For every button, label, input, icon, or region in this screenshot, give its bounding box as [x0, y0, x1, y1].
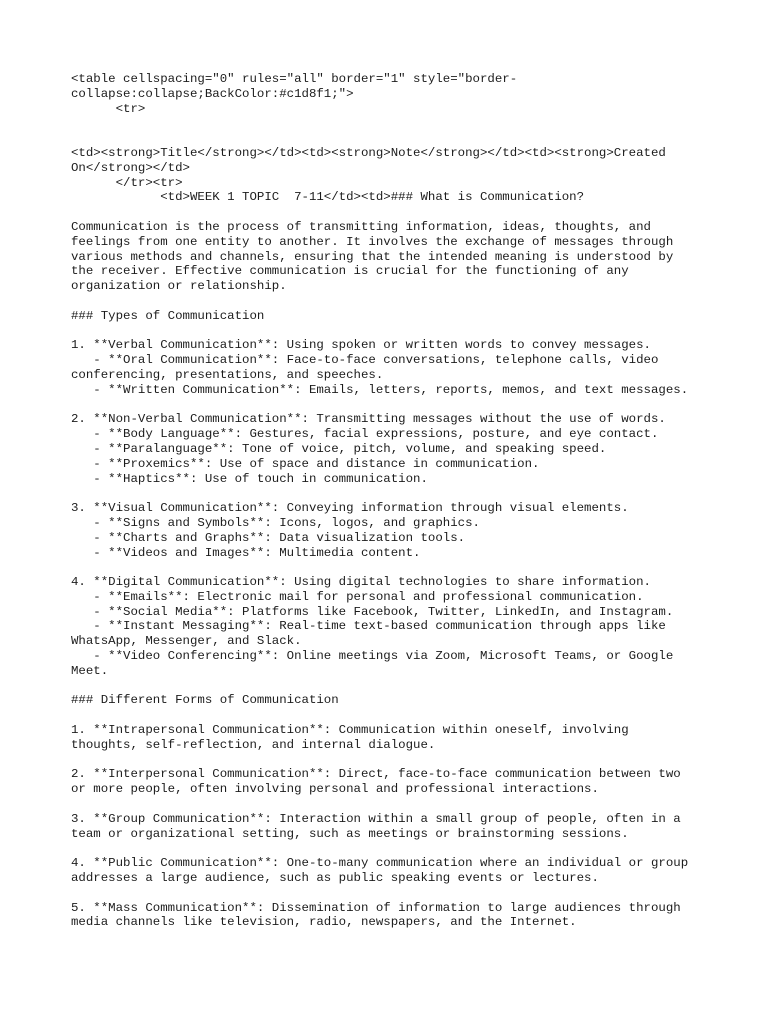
text-line: ### Different Forms of Communication [71, 693, 339, 708]
text-line: the receiver. Effective communication is crucial for the functioning of any [71, 264, 629, 279]
document-text-body [71, 72, 711, 930]
blank-line [71, 560, 711, 575]
text-line: - **Body Language**: Gestures, facial expressions, posture, and eye contact. [71, 427, 659, 442]
text-line: various methods and channels, ensuring that the intended meaning is understood by [71, 249, 674, 264]
text-line: 1. **Verbal Communication**: Using spoken or written words to convey messages. [71, 338, 651, 353]
blank-line [71, 294, 711, 309]
text-line: conferencing, presentations, and speeches. [71, 367, 384, 382]
text-line: addresses a large audience, such as public speaking events or lectures. [71, 871, 599, 886]
text-line: 3. **Group Communication**: Interaction within a small group of people, often in a [71, 811, 681, 826]
text-line: thoughts, self-reflection, and internal dialogue. [71, 737, 436, 752]
text-line: - **Oral Communication**: Face-to-face conversations, telephone calls, video [71, 353, 659, 368]
text-line: <td><strong>Title</strong></td><td><strong>Note</strong></td><td><strong>Created [71, 145, 666, 160]
text-line: <table cellspacing="0" rules="all" border="1" style="border- [71, 72, 518, 86]
text-line: 4. **Public Communication**: One-to-many communication where an individual or group [71, 856, 689, 871]
blank-line [71, 886, 711, 901]
text-line: 5. **Mass Communication**: Dissemination of information to large audiences through [71, 900, 681, 915]
text-line: media channels like television, radio, newspapers, and the Internet. [71, 915, 577, 930]
blank-line [71, 116, 711, 131]
text-line: 2. **Interpersonal Communication**: Direct, face-to-face communication between two [71, 767, 681, 782]
text-line: organization or relationship. [71, 279, 287, 294]
text-line: or more people, often involving personal and professional interactions. [71, 782, 599, 797]
blank-line [71, 753, 711, 768]
text-line: - **Video Conferencing**: Online meetings via Zoom, Microsoft Teams, or Google [71, 649, 674, 664]
text-line: ### Types of Communication [71, 308, 265, 323]
text-line: Communication is the process of transmitting information, ideas, thoughts, and [71, 219, 651, 234]
text-line: - **Charts and Graphs**: Data visualization tools. [71, 530, 466, 545]
text-line: feelings from one entity to another. It involves the exchange of messages through [71, 234, 674, 249]
text-line: collapse:collapse;BackColor:#c1d8f1;"> [71, 86, 354, 101]
blank-line [71, 486, 711, 501]
blank-line [71, 398, 711, 413]
text-line: - **Social Media**: Platforms like Facebook, Twitter, LinkedIn, and Instagram. [71, 604, 674, 619]
text-line: <td>WEEK 1 TOPIC 7-11</td><td>### What is Communication? [71, 190, 585, 205]
text-line: - **Paralanguage**: Tone of voice, pitch, volume, and speaking speed. [71, 441, 607, 456]
text-line: - **Proxemics**: Use of space and distance in communication. [71, 456, 540, 471]
blank-line [71, 708, 711, 723]
blank-line [71, 841, 711, 856]
blank-line [71, 205, 711, 220]
text-line: 2. **Non-Verbal Communication**: Transmitting messages without the use of words. [71, 412, 666, 427]
text-line: 1. **Intrapersonal Communication**: Communication within oneself, involving [71, 723, 629, 738]
text-line: 3. **Visual Communication**: Conveying information through visual elements. [71, 501, 629, 516]
blank-line [71, 679, 711, 694]
text-line: Meet. [71, 663, 109, 678]
blank-line [71, 131, 711, 146]
text-line: On</strong></td> [71, 160, 190, 175]
text-line: - **Signs and Symbols**: Icons, logos, and graphics. [71, 515, 480, 530]
text-line: 4. **Digital Communication**: Using digital technologies to share information. [71, 575, 651, 590]
text-line: </tr><tr> [71, 175, 183, 190]
blank-line [71, 324, 711, 339]
text-line: - **Videos and Images**: Multimedia content. [71, 545, 421, 560]
text-line: WhatsApp, Messenger, and Slack. [71, 634, 302, 649]
text-line: - **Written Communication**: Emails, letters, reports, memos, and text messages. [71, 382, 689, 397]
text-line: - **Haptics**: Use of touch in communication. [71, 471, 428, 486]
text-line: - **Emails**: Electronic mail for personal and professional communication. [71, 589, 644, 604]
text-line: - **Instant Messaging**: Real-time text-based communication through apps like [71, 619, 666, 634]
text-line: <tr> [71, 101, 146, 116]
blank-line [71, 797, 711, 812]
text-line: team or organizational setting, such as meetings or brainstorming sessions. [71, 826, 629, 841]
